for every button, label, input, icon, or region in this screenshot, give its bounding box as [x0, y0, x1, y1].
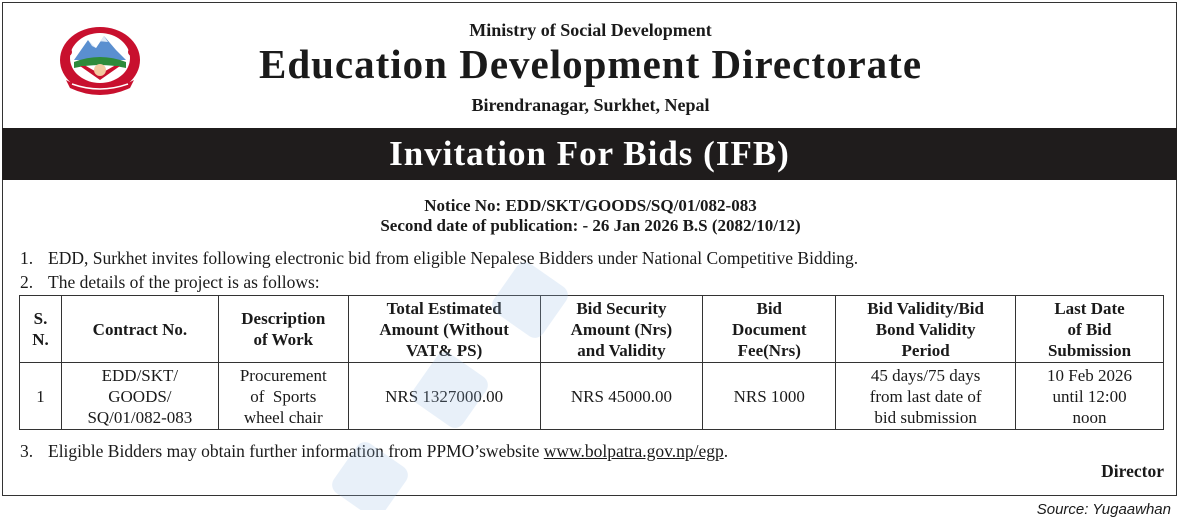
- cell-document-fee: NRS 1000: [703, 363, 836, 430]
- header-description: Description of Work: [218, 296, 348, 363]
- item-number: 3.: [20, 441, 34, 461]
- ministry-name: Ministry of Social Development: [469, 20, 712, 40]
- bid-details-table: [19, 295, 1164, 430]
- directorate-address: Birendranagar, Surkhet, Nepal: [471, 95, 710, 115]
- item-text: The details of the project is as follows:: [48, 272, 320, 292]
- list-item-1: [20, 248, 858, 269]
- cell-last-date: 10 Feb 2026 until 12:00 noon: [1016, 363, 1164, 430]
- ifb-banner: Invitation For Bids (IFB): [2, 128, 1177, 180]
- header-estimated-amount: Total Estimated Amount (Without VAT& PS): [348, 296, 540, 363]
- header-bid-validity: Bid Validity/Bid Bond Validity Period: [836, 296, 1016, 363]
- item-text: Eligible Bidders may obtain further information from PPMO’swebsite: [48, 441, 544, 461]
- header-contract-no: Contract No.: [61, 296, 218, 363]
- item-number: 1.: [20, 248, 34, 268]
- ppmo-website-link[interactable]: www.bolpatra.gov.np/egp: [543, 441, 724, 461]
- cell-bid-validity: 45 days/75 days from last date of bid submission: [836, 363, 1016, 430]
- cell-estimated-amount: NRS 1327000.00: [348, 363, 540, 430]
- header-sn: S. N.: [20, 296, 62, 363]
- notice-number: Notice No: EDD/SKT/GOODS/SQ/01/082-083: [424, 196, 757, 215]
- table-row: [20, 363, 1164, 430]
- cell-bid-security: NRS 45000.00: [540, 363, 703, 430]
- cell-description: Procurement of Sports wheel chair: [218, 363, 348, 430]
- directorate-title: Education Development Directorate: [258, 41, 923, 87]
- publication-date: Second date of publication: - 26 Jan 2026 B.S (2082/10/12): [380, 216, 801, 235]
- notice-block: [0, 196, 1181, 236]
- cell-sn: 1: [20, 363, 62, 430]
- table-header-row: [20, 296, 1164, 363]
- header-bid-security: Bid Security Amount (Nrs) and Validity: [540, 296, 703, 363]
- header-document-fee: Bid Document Fee(Nrs): [703, 296, 836, 363]
- signature-director: Director: [1101, 461, 1164, 481]
- cell-contract-no: EDD/SKT/ GOODS/ SQ/01/082-083: [61, 363, 218, 430]
- item-text-end: .: [723, 441, 729, 461]
- header-last-date: Last Date of Bid Submission: [1016, 296, 1164, 363]
- item-number: 2.: [20, 272, 34, 292]
- source-credit: Source: Yugaawhan: [1036, 501, 1171, 518]
- item-text: EDD, Surkhet invites following electronic bid from eligible Nepalese Bidders under National Competitive Bidding.: [48, 248, 859, 268]
- list-item-2: [20, 272, 320, 293]
- list-item-3: [20, 441, 728, 462]
